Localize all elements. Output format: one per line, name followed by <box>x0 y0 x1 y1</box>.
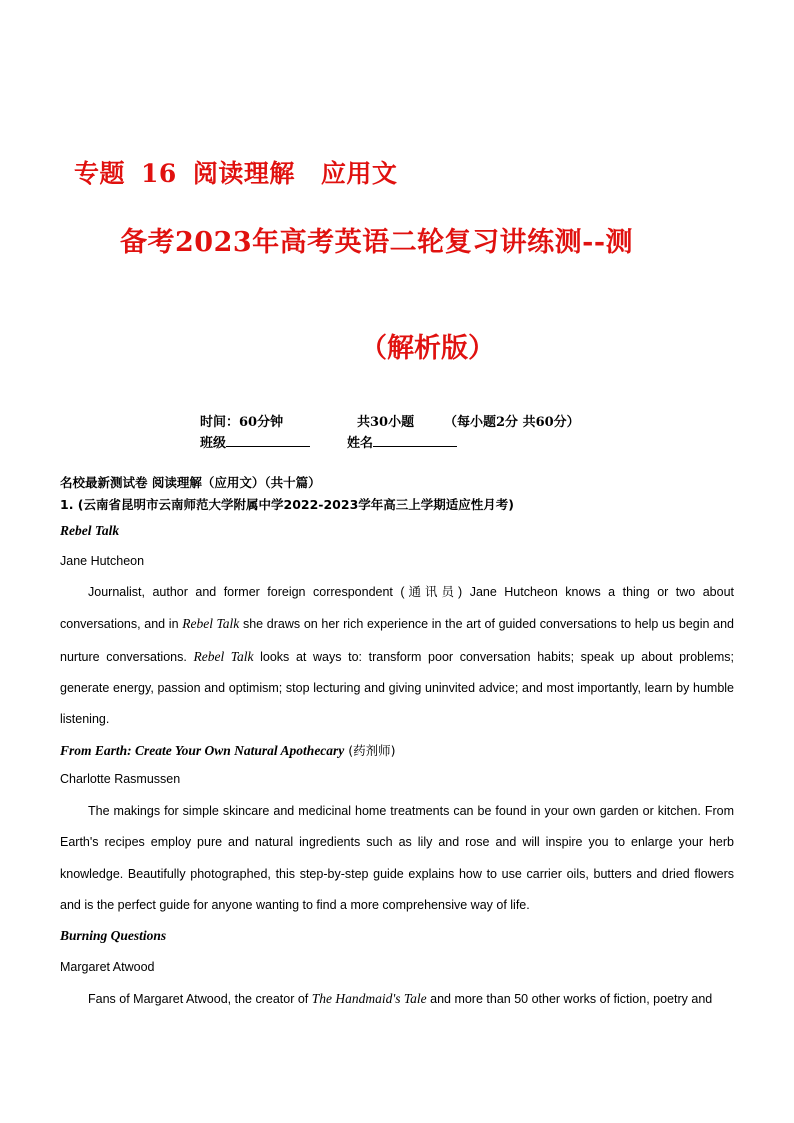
score-info: （每小题2分 共60分） <box>444 415 580 430</box>
book-title: Rebel Talk <box>60 523 120 538</box>
desc-text: The makings for simple skincare and medicinal home treatments can be found in your own garden or kitchen. From Earth's recipes employ pure and natural ingredients such as lily and rose and will inspire you to enlarge your herb knowledge. Beautifully photographed, this step-by-step guide explains how to use carrier oils, butters and dried flowers and is the perfect guide for anyone wanting to find a more comprehensive way of life. <box>60 804 734 912</box>
book-author: Jane Hutcheon <box>60 554 145 568</box>
desc-text: she draws on her rich experience in the art of guided conversations to help us begin and nurture conversations. <box>60 617 735 664</box>
class-field <box>200 432 310 451</box>
edition-label: （解析版） <box>360 333 495 364</box>
question-count: 共30小题 <box>357 415 415 430</box>
name-label: 姓名 <box>347 436 374 451</box>
book-title: Burning Questions <box>60 928 167 943</box>
book-author: Margaret Atwood <box>60 960 155 974</box>
section-heading: 名校最新测试卷 阅读理解（应用文）（共十篇） <box>60 475 321 490</box>
book-description <box>60 796 734 921</box>
topic-sub: 应用文 <box>320 159 398 188</box>
desc-text: Journalist, author and former foreign correspondent (通讯员) Jane Hutcheon knows a thing or two about conversations, and in <box>60 585 734 632</box>
class-blank <box>226 434 310 447</box>
book-author: Charlotte Rasmussen <box>60 772 181 786</box>
name-field <box>347 432 457 451</box>
exam-time: 时间：60分钟 <box>200 415 284 430</box>
book-description <box>60 577 734 735</box>
desc-text: and more than 50 other works of fiction, poetry and <box>426 992 713 1006</box>
desc-title-ref: Rebel Talk <box>193 648 254 664</box>
desc-text: Fans of Margaret Atwood, the creator of <box>88 992 312 1006</box>
topic-number: 16 <box>141 159 177 188</box>
name-blank <box>373 434 457 447</box>
question-source: 1. (云南省昆明市云南师范大学附属中学2022-2023学年高三上学期适应性月考) <box>60 497 514 512</box>
book-description <box>60 983 734 1015</box>
desc-text: looks at ways to: transform poor conversation habits; speak up about problems; generate energy, passion and optimism; stop lecturing and giving uninvited advice; and most importantly, learn by humble listening. <box>60 649 734 727</box>
topic-heading <box>74 154 397 190</box>
desc-title-ref: Rebel Talk <box>182 616 240 632</box>
topic-name: 阅读理解 <box>192 159 295 188</box>
book-title-text: From Earth: Create Your Own Natural Apothecary <box>60 743 345 758</box>
class-label: 班级 <box>200 436 227 451</box>
book-title <box>60 741 396 759</box>
topic-label: 专题 <box>74 159 126 188</box>
desc-title-ref: The Handmaid's Tale <box>311 991 427 1006</box>
document-subtitle: 备考2023年高考英语二轮复习讲练测--测 <box>120 227 634 258</box>
book-title-note: (药剂师) <box>344 743 396 758</box>
